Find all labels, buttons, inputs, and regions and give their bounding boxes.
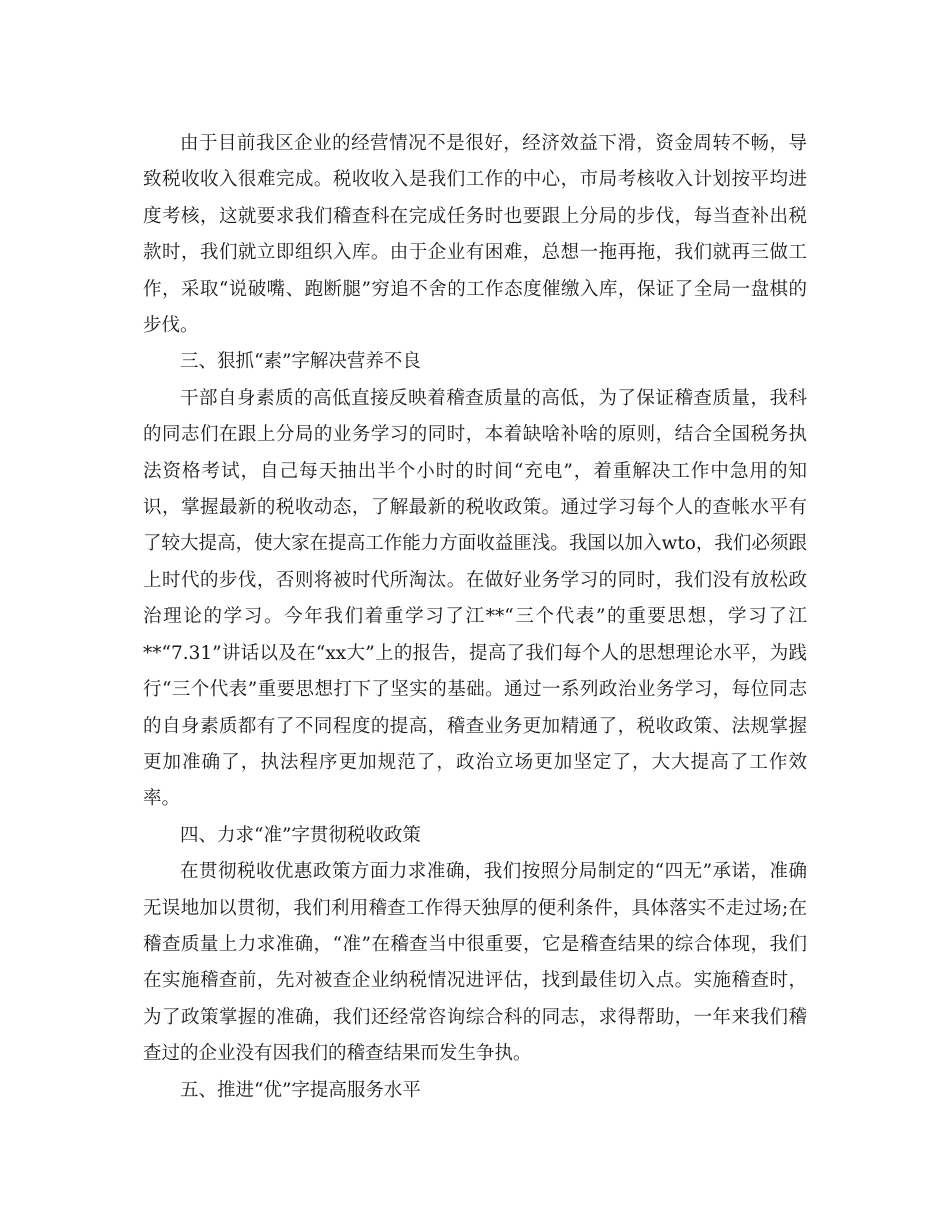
document-body: [143, 126, 807, 1109]
section-heading: 四、力求“准”字贯彻税收政策: [180, 824, 421, 846]
section-heading: 五、推进“优”字提高服务水平: [180, 1079, 421, 1101]
body-paragraph: 由于目前我区企业的经营情况不是很好，经济效益下滑，资金周转不畅，导致税收收入很难完成。税收收入是我们工作的中心，市局考核收入计划按平均进度考核，这就要求我们稽查科在完成任务时也要跟上分局的步伐，每当查补出税款时，我们就立即组织入库。由于企业有困难，总想一拖再拖，我们就再三做工作，采取“说破嘴、跑断腿”穷追不舍的工作态度催缴入库，保证了全局一盘棋的步伐。: [143, 133, 807, 337]
body-paragraph: 在贯彻税收优惠政策方面力求准确，我们按照分局制定的“四无”承诺，准确无误地加以贯彻，我们利用稽查工作得天独厚的便利条件，具体落实不走过场;在稽查质量上力求准确，“准”在稽查当中很重要，它是稽查结果的综合体现，我们在实施稽查前，先对被查企业纳税情况进评估，找到最佳切入点。实施稽查时，为了政策掌握的准确，我们还经常咨询综合科的同志，求得帮助，一年来我们稽查过的企业没有因我们的稽查结果而发生争执。: [143, 861, 807, 1065]
body-paragraph: 干部自身素质的高低直接反映着稽查质量的高低，为了保证稽查质量，我科的同志们在跟上分局的业务学习的同时，本着缺啥补啥的原则，结合全国税务执法资格考试，自己每天抽出半个小时的时间“充电”，着重解决工作中急用的知识，掌握最新的税收动态，了解最新的税收政策。通过学习每个人的查帐水平有了较大提高，使大家在提高工作能力方面收益匪浅。我国以加入wto，我们必须跟上时代的步伐，否则将被时代所淘汰。在做好业务学习的同时，我们没有放松政治理论的学习。今年我们着重学习了江**“三个代表”的重要思想，学习了江**“7.31”讲话以及在“xx大”上的报告，提高了我们每个人的思想理论水平，为践行“三个代表”重要思想打下了坚实的基础。通过一系列政治业务学习，每位同志的自身素质都有了不同程度的提高，稽查业务更加精通了，税收政策、法规掌握更加准确了，执法程序更加规范了，政治立场更加坚定了，大大提高了工作效率。: [143, 387, 807, 810]
section-heading: 三、狠抓“素”字解决营养不良: [180, 351, 421, 373]
